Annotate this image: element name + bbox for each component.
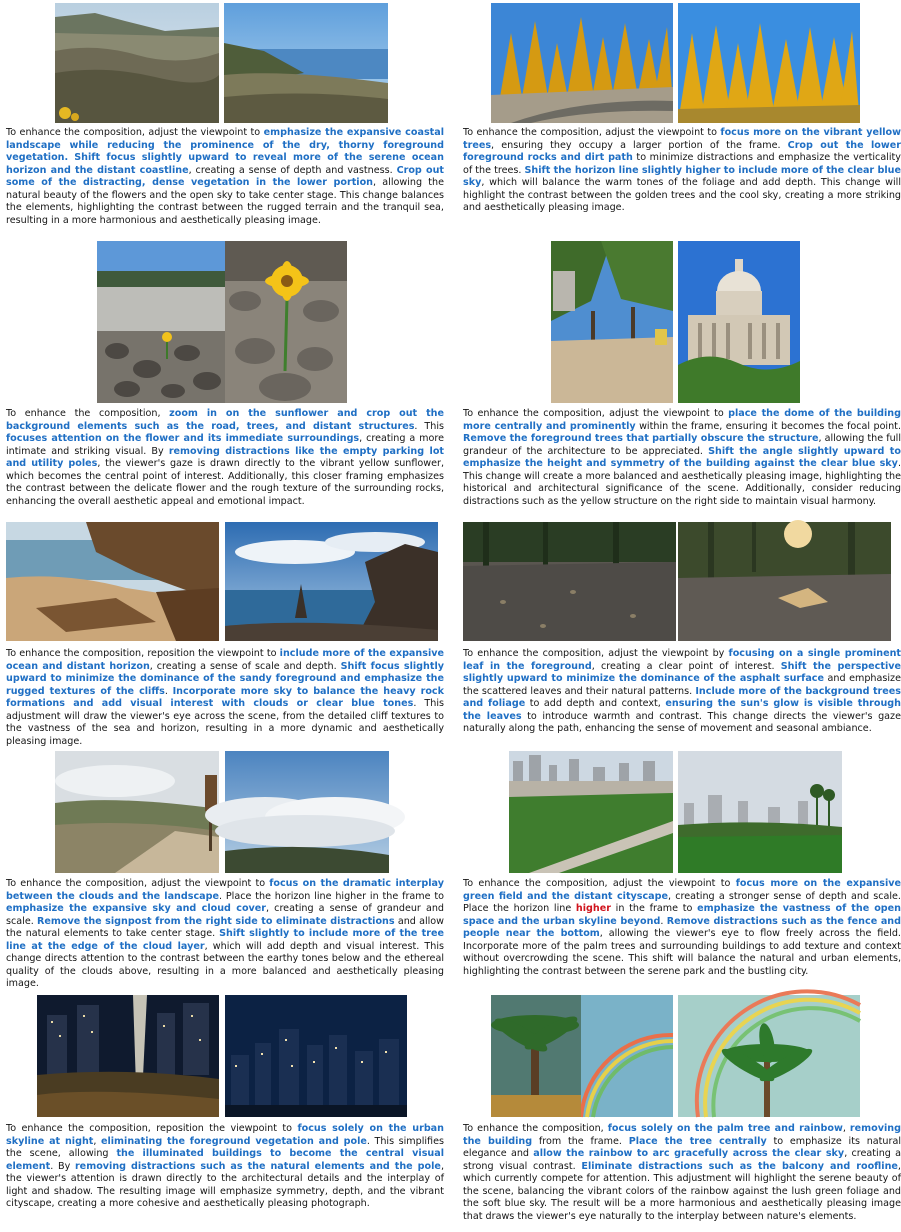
enhanced-photo-dome-building [678,241,800,403]
caption-text: . This change will create a more balanced and aesthetically pleasing image, highlighting the historical and architectural significance of the scene. Additionally, consider reducing distractions such as the yellow structure on the right side to maintain visual harmony. [463,458,901,507]
caption-text: , creating a sense of scale and depth. [149,660,341,672]
highlighted-phrase: emphasize the vastness of the open space and the urban skyline beyond [463,903,901,927]
highlighted-phrase: Shift focus slightly upward to minimize the dominance of the sandy foreground and emphasize the rugged textures of the cliffs [6,660,444,697]
highlighted-phrase: emphasize the expansive coastal landscape while reducing the prominence of the dry, thorny foreground vegetation. [6,127,444,164]
caption-text: . Place the horizon line higher in the frame to [219,890,445,902]
caption-text: , which currently compete for attention. This adjustment will highlight the serene beauty of the scene, balancing the vibrant colors of the rainbow against the lush green foliage and the soft blue sky. The result will be a more harmonious and aesthetically pleasing image that draws the viewer's eye naturally to the interplay between nature's elements. [463,1160,901,1222]
original-photo-yellow-trees [491,3,673,123]
highlighted-phrase: allow the rainbow to arc gracefully across the clear sky [533,1148,845,1160]
original-photo-night-skyline [37,995,219,1117]
caption-text: , the viewer's gaze is drawn directly to the vibrant yellow sunflower, which becomes the central point of interest. Additionally, this closer framing emphasizes the contrast between the delicate flower and the rough texture of the surrounding rocks, enhancing the overall aesthetic appeal and emotional impact. [6,458,445,507]
original-photo-leaf [463,522,676,641]
enhanced-photo-yellow-trees [678,3,860,123]
caption-text: . By [50,1160,75,1172]
caption-text: , [842,1123,850,1134]
caption-text: . This adjustment will draw the viewer's eye across the scene, from the detailed cliff textures to the vastness of the sea and horizon, resulting in a more dynamic and aesthetically pleasing image. [6,698,444,747]
highlighted-phrase: include more of the expansive ocean and distant horizon [6,648,444,672]
highlighted-phrase: Eliminate distractions such as the balcony and roofline [581,1160,898,1172]
enhanced-photo-palm-rainbow [678,995,860,1117]
original-photo-coastal [55,3,219,123]
highlighted-phrase: removing distractions such as the natural elements and the pole [74,1160,441,1172]
highlighted-phrase: Place the tree centrally [628,1135,767,1147]
caption-text: . This [414,420,444,432]
highlighted-phrase: focus on the dramatic interplay between the clouds and the landscape [6,878,444,902]
caption-text: , which will add depth and visual interest. This change directs attention to the contrast between the earthy tones below and the ethereal quality of the clouds above, resulting in a more balanced and aesthetically pleasing image. [6,940,444,990]
caption-text: , creating a strong visual contrast. [463,1148,901,1172]
caption-night-skyline [6,1123,444,1211]
highlighted-phrase: Remove the foreground trees that partially obscure the structure [463,433,819,445]
caption-text: to add depth and context, [525,698,666,710]
caption-text: , the viewer's attention is drawn directly to the architectural details and the interplay of light and shadow. The resulting image will emphasize symmetry, depth, and the vibrant cityscape, creating a more cohesive and aesthetically pleasing photograph. [6,1160,444,1210]
highlighted-phrase: focusing on a single prominent leaf in the foreground [463,648,901,672]
enhanced-photo-leaf [678,522,891,641]
highlighted-phrase: focus solely on the palm tree and rainbow [607,1123,843,1134]
highlighted-phrase: removing distractions like the empty parking lot and utility poles [6,445,444,470]
highlighted-phrase: place the dome of the building more centrally and prominently [463,408,901,432]
caption-text: To enhance the composition, adjust the viewpoint to [463,408,729,419]
enhanced-photo-cliffs [225,522,438,641]
emphasis-word: higher [575,903,611,915]
caption-text: , creating a sense of grandeur and scale. [6,903,444,927]
highlighted-phrase: Shift the perspective slightly upward to minimize the dominance of the asphalt surface [463,660,901,685]
caption-text: , creating a more intimate and striking visual. By [6,433,444,457]
caption-text: To enhance the composition, adjust the viewpoint to [463,878,736,889]
caption-text: to minimize distractions and emphasize the verticality of the trees. [463,152,901,176]
enhanced-photo-clouds [225,751,389,873]
caption-text: To enhance the composition, adjust the viewpoint to [6,127,264,138]
caption-text: To enhance the composition, [463,1123,608,1134]
caption-text: in the frame to [610,903,698,915]
highlighted-phrase: Shift slightly to include more of the tree line at the edge of the cloud layer [6,928,444,952]
caption-text: , creating a sense of depth and vastness. [188,164,397,176]
caption-leaf [463,648,901,736]
caption-text: , creating a stronger sense of depth and scale. Place the horizon line [463,890,901,915]
enhanced-photo-night-skyline [225,995,407,1117]
highlighted-phrase: focus more on the vibrant yellow trees [463,127,901,151]
caption-text: , allowing the full grandeur of the architecture to be appreciated. [463,433,901,457]
original-photo-sunflower [97,241,225,403]
enhanced-photo-green-field [678,751,842,873]
caption-text: . This simplifies the scene, allowing [6,1135,444,1160]
caption-text: within the frame, ensuring it becomes the focal point. [635,420,901,432]
caption-text: . [660,915,667,927]
original-photo-clouds [55,751,219,873]
highlighted-phrase: focus more on the expansive green field and the distant cityscape [463,878,901,902]
caption-text: , allowing the natural beauty of the flowers and the open sky to take center stage. This change balances the elements, highlighting the contrast between the rugged terrain and the tranquil sea, resulting in a more harmonious and aesthetically pleasing image. [6,177,444,226]
caption-text: and allow the natural elements to take center stage. [6,915,445,940]
caption-text: , [93,1135,101,1147]
highlighted-phrase: ensuring the sun's glow is visible through the leaves [463,698,901,722]
highlighted-phrase: focuses attention on the flower and its immediate surroundings [6,433,360,445]
caption-text: , which will balance the warm tones of the foliage and add depth. This change will highlight the contrast between the golden trees and the cool sky, creating a more striking and aesthetically pleasing image. [463,177,901,214]
caption-text: , allowing the viewer's eye to flow freely across the field. Incorporate more of the palm trees and surrounding buildings to add texture and context without overcrowding the scene. This shift will balance the natural and urban elements, highlighting the contrast between the serene park and the bustling city. [463,928,901,977]
caption-cliffs [6,648,444,748]
highlighted-phrase: the illuminated buildings to become the central visual element [6,1148,444,1172]
highlighted-phrase: Crop out the lower foreground rocks and dirt path [463,139,901,164]
caption-text: , ensuring they occupy a larger portion of the frame. [491,139,788,151]
highlighted-phrase: zoom in on the sunflower and crop out the background elements such as the road, trees, and distant structures [6,408,444,432]
caption-text: to introduce warmth and contrast. This change directs the viewer's gaze naturally along the path, enhancing the sense of movement and seasonal ambiance. [463,710,901,735]
caption-sunflower [6,408,444,508]
highlighted-phrase: Remove distractions such as the fence and people near the bottom [463,915,901,940]
caption-text: To enhance the composition, [6,408,170,419]
highlighted-phrase: emphasize the expansive sky and cloud cover [6,903,267,915]
highlighted-phrase: Crop out some of the distracting, dense vegetation in the lower portion [6,164,444,189]
caption-text: To enhance the composition, reposition the viewpoint to [6,648,280,659]
enhanced-photo-sunflower [225,241,347,403]
original-photo-cliffs [6,522,219,641]
caption-palm-rainbow [463,1123,901,1223]
original-photo-dome-building [551,241,673,403]
caption-dome-building [463,408,901,508]
highlighted-phrase: eliminating the foreground vegetation and pole [100,1135,367,1147]
caption-text: To enhance the composition, adjust the viewpoint to [6,878,270,889]
highlighted-phrase: Remove the signpost from the right side to eliminate distractions [37,915,395,927]
highlighted-phrase: Shift the horizon line slightly higher to include more of the clear blue sky [463,164,901,189]
highlighted-phrase: Shift the angle slightly upward to emphasize the height and symmetry of the building against the clear blue sky [463,445,901,470]
caption-coastal [6,127,444,227]
highlighted-phrase: Incorporate more sky to balance the heavy rock formations and add visual interest with clouds or clear blue tones [6,685,444,710]
caption-text: To enhance the composition, reposition the viewpoint to [6,1123,298,1134]
caption-green-field [463,878,901,978]
caption-text: from the frame. [532,1135,629,1147]
highlighted-phrase: Shift focus slightly upward to reveal more of the serene ocean horizon and the distant coastline [6,152,444,176]
caption-text: and emphasize the scattered leaves and their natural patterns. [463,673,901,697]
caption-yellow-trees [463,127,901,215]
caption-text: , creating a clear point of interest. [591,660,781,672]
original-photo-palm-rainbow [491,995,673,1117]
caption-text: To enhance the composition, adjust the viewpoint to [463,127,721,138]
caption-clouds [6,878,444,991]
highlighted-phrase: removing the building [463,1123,901,1147]
highlighted-phrase: Include more of the background trees and foliage [463,685,901,710]
caption-text: to emphasize its natural elegance and [463,1135,901,1160]
highlighted-phrase: focus solely on the urban skyline at night [6,1123,444,1147]
enhanced-photo-coastal [224,3,388,123]
caption-text: . [164,685,173,697]
original-photo-green-field [509,751,673,873]
caption-text: To enhance the composition, adjust the viewpoint by [463,648,729,659]
